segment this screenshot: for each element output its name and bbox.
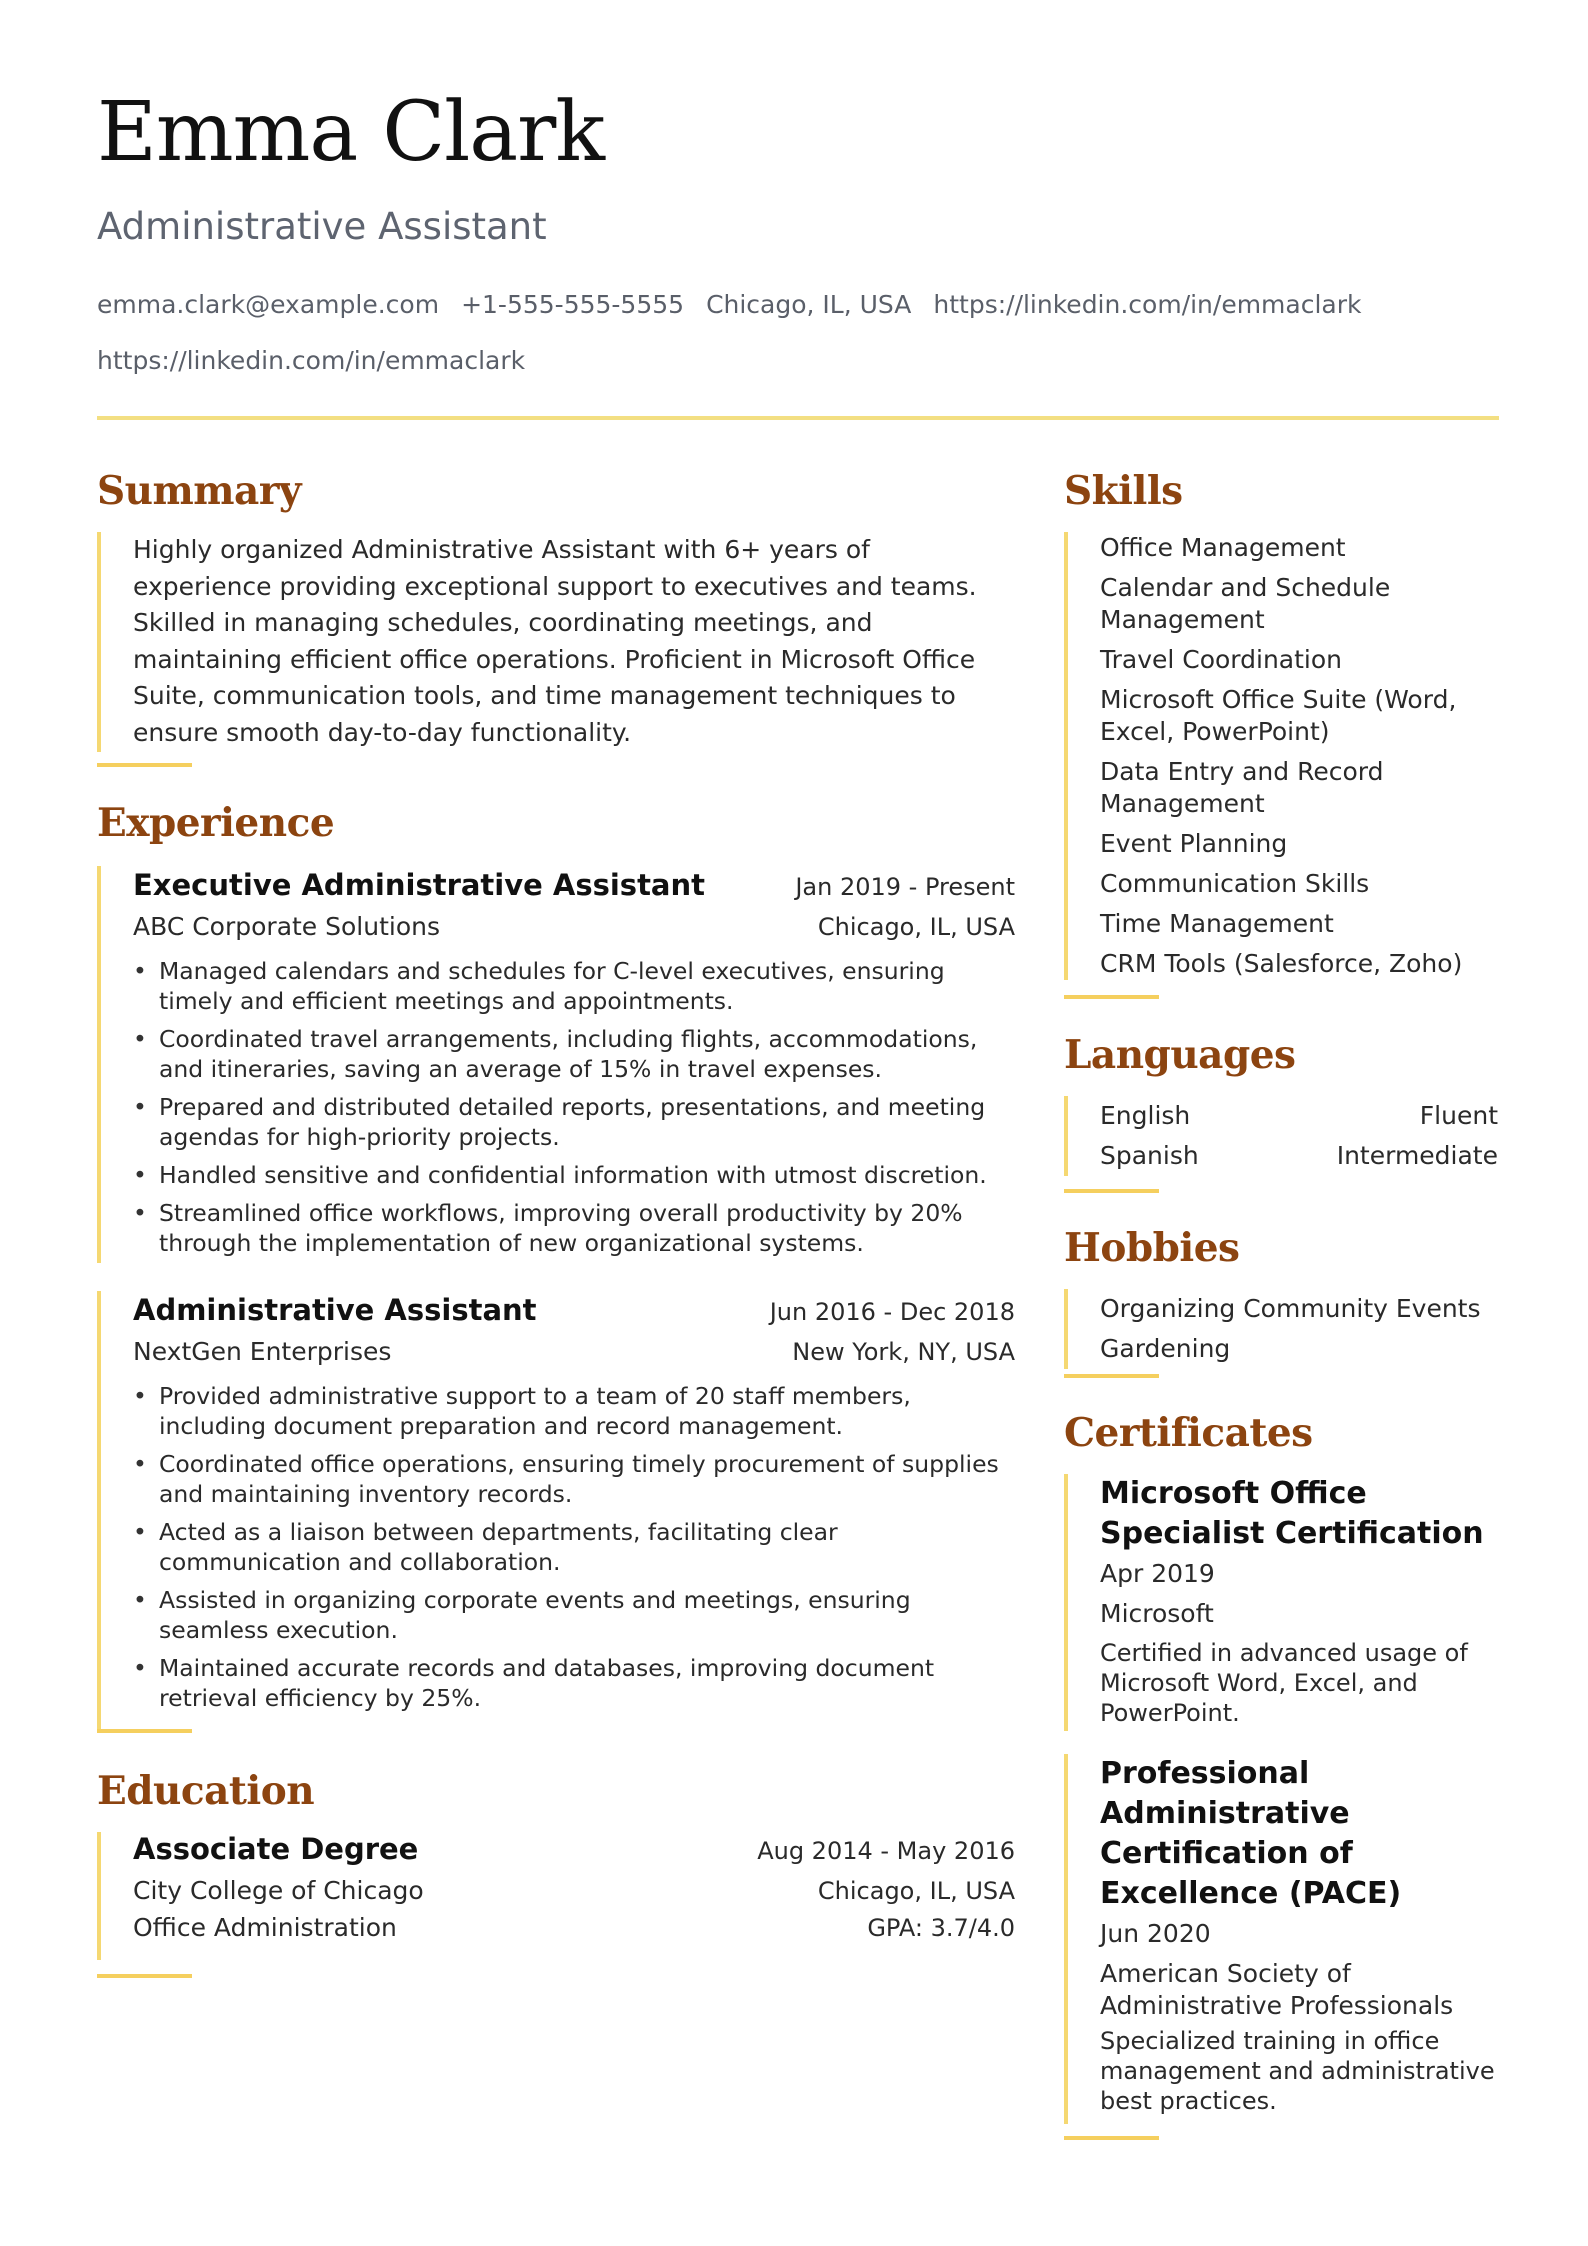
resume-header: [97, 85, 1499, 389]
skill-item: Data Entry and Record Management: [1100, 757, 1384, 818]
candidate-name: Emma Clark: [97, 85, 605, 180]
skill-item: CRM Tools (Salesforce, Zoho): [1100, 949, 1463, 978]
job-location: New York, NY, USA: [792, 1338, 1015, 1366]
hobbies-underline: [1064, 1374, 1159, 1378]
experience-underline: [97, 1729, 192, 1733]
contact-info: [97, 277, 1417, 389]
hobby-item: Organizing Community Events: [1100, 1294, 1481, 1323]
hobbies-heading: Hobbies: [1064, 1225, 1240, 1271]
school-name: City College of Chicago: [133, 1876, 424, 1905]
skills-heading: Skills: [1064, 468, 1183, 514]
gpa: GPA: 3.7/4.0: [867, 1914, 1015, 1942]
job-location: Chicago, IL, USA: [817, 913, 1015, 941]
certificate-title: Microsoft Office Specialist Certification: [1100, 1476, 1484, 1551]
header-divider: [97, 416, 1499, 420]
job-bullet: • Provided administrative support to a team of 20 staff members, including document preparation and record management.: [133, 1381, 1023, 1441]
job-dates: Jun 2016 - Dec 2018: [769, 1298, 1015, 1326]
certificate-description: Certified in advanced usage of Microsoft Word, Excel, and PowerPoint.: [1100, 1639, 1468, 1727]
contact-email[interactable]: emma.clark@example.com: [97, 290, 440, 319]
contact-phone[interactable]: +1-555-555-5555: [461, 290, 685, 319]
language-row: [1100, 1136, 1498, 1176]
job-title: Executive Administrative Assistant: [133, 868, 706, 902]
skill-item: Time Management: [1100, 909, 1334, 938]
job-bullet: • Handled sensitive and confidential information with utmost discretion.: [133, 1160, 1023, 1190]
skill-item: Microsoft Office Suite (Word, Excel, PowerPoint): [1100, 685, 1457, 746]
certificate-description: Specialized training in office management and administrative best practices.: [1100, 2027, 1495, 2115]
job-company: ABC Corporate Solutions: [133, 912, 441, 941]
certificate-date: Apr 2019: [1100, 1559, 1215, 1588]
summary-text: Highly organized Administrative Assistant with 6+ years of experience providing exceptional support to executives and teams. Skilled in managing schedules, coordinating meetings, and maintaining efficient office operations. Proficient in Microsoft Office Suite, communication tools, and time management techniques to ensure smooth day-to-day functionality.: [133, 535, 977, 747]
job-title: Administrative Assistant: [133, 1293, 537, 1327]
language-name: English: [1100, 1101, 1191, 1130]
degree-name: Associate Degree: [133, 1832, 419, 1866]
job-bullet: • Acted as a liaison between departments, facilitating clear communication and collaboration.: [133, 1517, 1023, 1577]
skill-item: Communication Skills: [1100, 869, 1370, 898]
contact-linkedin-secondary[interactable]: https://linkedin.com/in/emmaclark: [97, 346, 526, 375]
job-bullet: • Streamlined office workflows, improving overall productivity by 20% through the implementation of new organizational systems.: [133, 1198, 1023, 1258]
job-company: NextGen Enterprises: [133, 1337, 392, 1366]
skill-item: Event Planning: [1100, 829, 1288, 858]
certificate-issuer: American Society of Administrative Professionals: [1100, 1959, 1454, 2020]
candidate-role: Administrative Assistant: [97, 205, 547, 248]
education-dates: Aug 2014 - May 2016: [757, 1837, 1015, 1865]
skill-item: Travel Coordination: [1100, 645, 1343, 674]
certificate-title: Professional Administrative Certification of Excellence (PACE): [1100, 1756, 1402, 1911]
certificate-entry: [1064, 1754, 1498, 2124]
education-underline: [97, 1974, 192, 1978]
certificate-date: Jun 2020: [1100, 1919, 1211, 1948]
experience-heading: Experience: [97, 800, 335, 846]
job-bullet: • Coordinated office operations, ensuring timely procurement of supplies and maintaining inventory records.: [133, 1449, 1023, 1509]
job-bullet: • Maintained accurate records and databases, improving document retrieval efficiency by 25%.: [133, 1653, 1023, 1713]
school-location: Chicago, IL, USA: [817, 1877, 1015, 1905]
language-name: Spanish: [1100, 1141, 1199, 1170]
certificate-issuer: Microsoft: [1100, 1599, 1214, 1628]
job-bullets: [133, 956, 1023, 1258]
skills-underline: [1064, 995, 1159, 999]
certificate-entry: [1064, 1474, 1498, 1731]
languages-heading: Languages: [1064, 1032, 1296, 1078]
field-of-study: Office Administration: [133, 1913, 397, 1942]
job-dates: Jan 2019 - Present: [795, 873, 1015, 901]
education-heading: Education: [97, 1768, 315, 1814]
hobby-item: Gardening: [1100, 1334, 1231, 1363]
job-entry: [97, 866, 1015, 1263]
job-bullet: • Prepared and distributed detailed reports, presentations, and meeting agendas for high-priority projects.: [133, 1092, 1023, 1152]
language-level: Intermediate: [1336, 1141, 1498, 1170]
language-level: Fluent: [1419, 1101, 1498, 1130]
certificates-underline: [1064, 2136, 1159, 2140]
skill-item: Calendar and Schedule Management: [1100, 573, 1391, 634]
skill-item: Office Management: [1100, 533, 1346, 562]
summary-heading: Summary: [97, 468, 302, 514]
summary-underline: [97, 763, 192, 767]
certificates-heading: Certificates: [1064, 1410, 1313, 1456]
hobbies-list: [1064, 1289, 1498, 1369]
job-entry: [97, 1291, 1015, 1731]
job-bullet: • Coordinated travel arrangements, including flights, accommodations, and itineraries, saving an average of 15% in travel expenses.: [133, 1024, 1023, 1084]
education-entry: [97, 1832, 1015, 1960]
job-bullet: • Assisted in organizing corporate events and meetings, ensuring seamless execution.: [133, 1585, 1023, 1645]
contact-location: Chicago, IL, USA: [706, 290, 912, 319]
summary-block: [97, 532, 1033, 752]
languages-list: [1064, 1096, 1498, 1176]
job-bullet: • Managed calendars and schedules for C-level executives, ensuring timely and efficient meetings and appointments.: [133, 956, 1023, 1016]
skills-list: [1064, 532, 1498, 980]
languages-underline: [1064, 1189, 1159, 1193]
job-bullets: [133, 1381, 1023, 1713]
language-row: [1100, 1096, 1498, 1136]
contact-linkedin[interactable]: https://linkedin.com/in/emmaclark: [933, 290, 1362, 319]
